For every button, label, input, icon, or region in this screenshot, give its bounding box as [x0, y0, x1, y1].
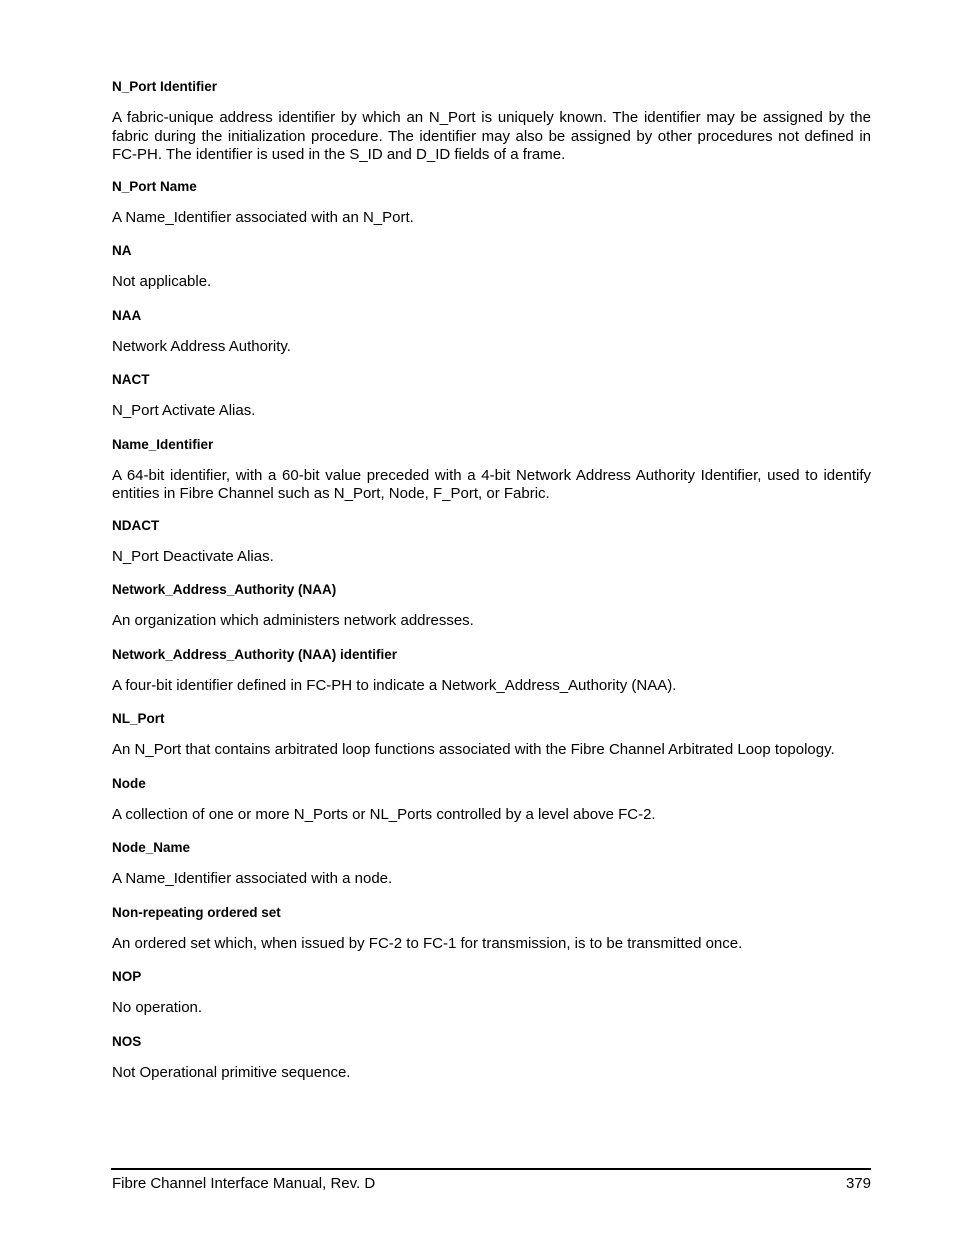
entry-definition: An organization which administers network addresses. [112, 612, 474, 629]
entry-term: Name_Identifier [112, 436, 214, 452]
glossary-entry-n-port-identifier [112, 79, 871, 165]
entry-term: N_Port Identifier [112, 79, 218, 94]
entry-term: NA [112, 243, 132, 258]
entry-definition: Network Address Authority. [112, 337, 291, 355]
glossary-entry-nos [112, 1034, 871, 1083]
entry-term: NL_Port [112, 711, 165, 726]
glossary-entry-network-address-authority [112, 582, 871, 631]
entry-term: NOP [112, 969, 142, 984]
glossary-entry-n-port-name [112, 179, 871, 228]
entry-term: NACT [112, 372, 150, 387]
glossary-entry-node-name [112, 840, 871, 889]
entry-definition: N_Port Activate Alias. [112, 402, 256, 419]
entry-definition: A 64-bit identifier, with a 60-bit value preceded with a 4-bit Network Address Authority Identifier, used to identify entities in Fibre Channel such as N_Port, Node, F_Port, or Fabric. [112, 466, 871, 502]
entry-definition: A Name_Identifier associated with a node. [112, 870, 393, 887]
entry-definition: A Name_Identifier associated with an N_Port. [112, 208, 414, 226]
entry-term: NAA [112, 307, 142, 323]
entry-definition: Not applicable. [112, 273, 212, 290]
entry-definition: A fabric-unique address identifier by which an N_Port is uniquely known. The identifier may be assigned by the fabric during the initialization procedure. The identifier may also be assigned by other procedures not defined in FC-PH. The identifier is used in the S_ID and D_ID fields of a frame. [112, 109, 871, 163]
entry-term: Network_Address_Authority (NAA) identifier [112, 646, 398, 662]
glossary-entry-naa [112, 308, 871, 357]
glossary-entry-naa-identifier [112, 647, 871, 696]
glossary-entry-na [112, 243, 871, 292]
entry-term: NOS [112, 1033, 142, 1049]
entry-definition: No operation. [112, 999, 203, 1016]
glossary-content [112, 79, 871, 1098]
glossary-entry-name-identifier [112, 437, 871, 504]
entry-definition: A collection of one or more N_Ports or NL_Ports controlled by a level above FC-2. [112, 805, 656, 823]
entry-term: N_Port Name [112, 178, 197, 194]
glossary-entry-ndact [112, 518, 871, 567]
entry-term: Non-repeating ordered set [112, 904, 281, 920]
page-number: 379 [845, 1175, 871, 1192]
entry-definition: N_Port Deactivate Alias. [112, 547, 274, 565]
entry-definition: Not Operational primitive sequence. [112, 1063, 351, 1081]
entry-term: Node_Name [112, 840, 191, 855]
entry-definition: A four-bit identifier defined in FC-PH to indicate a Network_Address_Authority (NAA). [112, 676, 677, 694]
glossary-entry-nl-port [112, 711, 871, 760]
entry-term: Node [112, 775, 146, 791]
glossary-entry-nop [112, 969, 871, 1018]
entry-definition: An ordered set which, when issued by FC-2 to FC-1 for transmission, is to be transmitted once. [112, 934, 743, 952]
entry-definition: An N_Port that contains arbitrated loop functions associated with the Fibre Channel Arbitrated Loop topology. [112, 741, 835, 758]
glossary-entry-non-repeating-ordered-set [112, 905, 871, 954]
footer-title: Fibre Channel Interface Manual, Rev. D [112, 1175, 376, 1192]
footer-divider [111, 1168, 871, 1170]
page-footer [112, 1175, 871, 1193]
glossary-entry-nact [112, 372, 871, 421]
entry-term: Network_Address_Authority (NAA) [112, 582, 337, 597]
entry-term: NDACT [112, 517, 160, 533]
glossary-entry-node [112, 776, 871, 825]
